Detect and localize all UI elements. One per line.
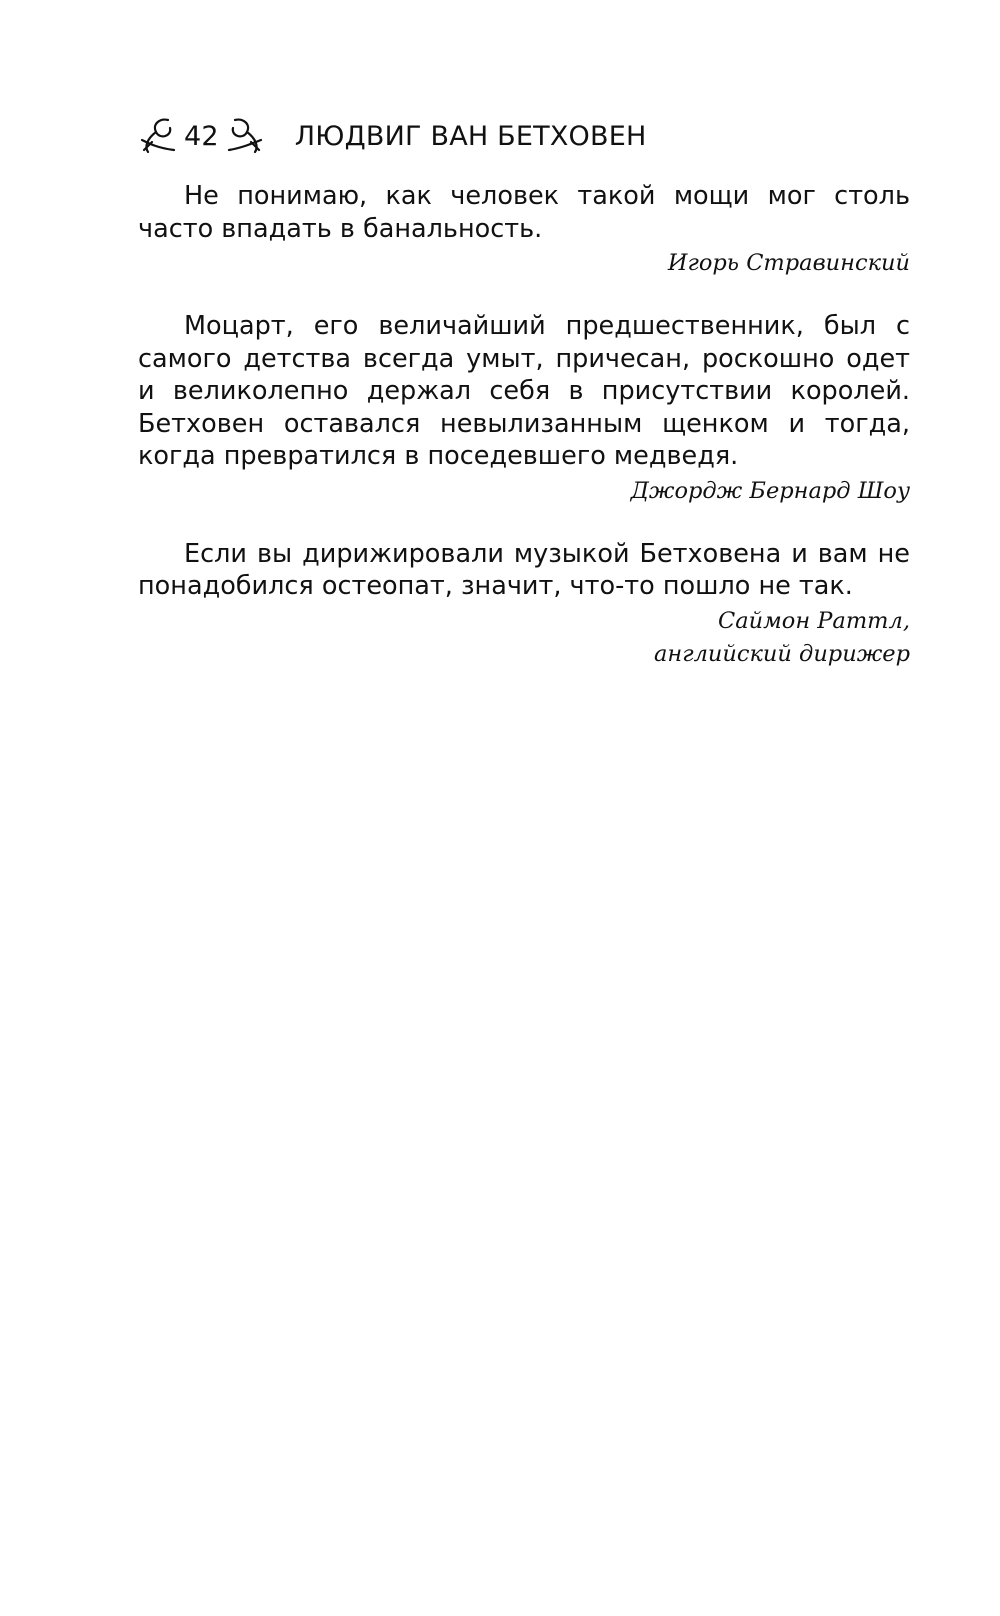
quote-text: Моцарт, его величайший предшественник, был с самого детства всегда умыт, причесан, роскошно одет и великолепно держал себя в присутствии королей. Бетховен оставался невылизанным щенком и тогда, когда превратился в поседевшего медведя. xyxy=(138,311,910,471)
swirl-ornament-icon xyxy=(138,114,178,158)
running-title: ЛЮДВИГ ВАН БЕТХОВЕН xyxy=(294,120,647,152)
quote-author xyxy=(138,475,910,508)
author-name: Саймон Раттл, xyxy=(718,607,910,634)
quote-block xyxy=(138,538,910,671)
author-note: английский дирижер xyxy=(653,640,910,667)
author-name: Игорь Стравинский xyxy=(667,250,910,276)
quote-author xyxy=(138,605,910,671)
quote-block xyxy=(138,180,910,280)
quote-block xyxy=(138,310,910,508)
quote-text: Если вы дирижировали музыкой Бетховена и вам не понадобился остеопат, значит, что-то пошло не так. xyxy=(138,538,910,601)
quote-text: Не понимаю, как человек такой мощи мог столь часто впадать в банальность. xyxy=(138,181,910,244)
swirl-ornament-icon xyxy=(225,114,265,158)
page-content xyxy=(138,108,910,671)
author-name: Джордж Бернард Шоу xyxy=(630,477,910,504)
quote-author xyxy=(138,247,910,280)
running-header xyxy=(138,108,910,164)
page-number: 42 xyxy=(184,120,219,152)
